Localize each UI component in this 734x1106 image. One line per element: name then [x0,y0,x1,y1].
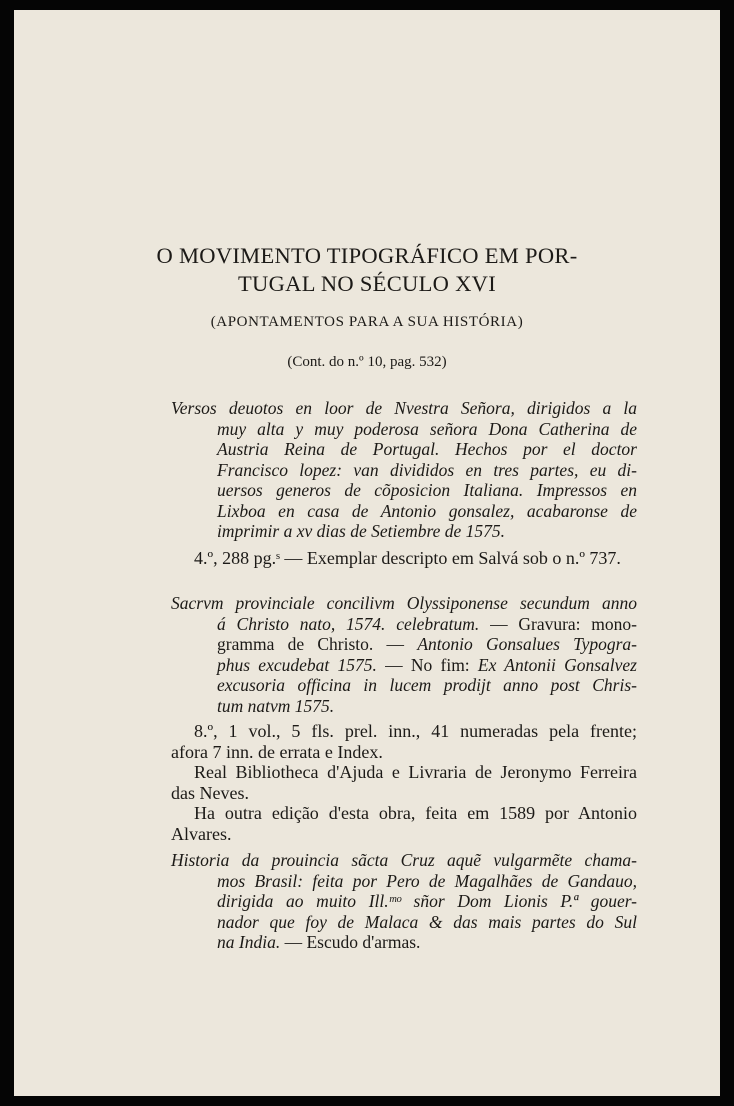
entry-text: — Escudo d'armas. [280,932,421,952]
entry-line [171,634,637,655]
entry-line: dirigida ao muito Ill.ᵐᵒ sñor Dom Lionis P.ª gouer- [217,891,637,911]
title-line-2: TUGAL NO SÉCULO XVI [238,271,496,296]
entry-versos-deuotos [171,398,637,542]
entry-text: á Christo nato, 1574. celebratum. [217,613,480,634]
entry-line: 8.º, 1 vol., 5 fls. prel. inn., 41 numeradas pela frente; [194,721,637,741]
entry-text: phus excudebat 1575. [217,654,377,675]
entry-text: Antonio Gonsalues Typogra- [417,634,637,654]
entry-line: muy alta y muy poderosa señora Dona Catherina de [217,418,637,439]
entry-line: 4.º, 288 pg.ˢ — Exemplar descripto em Salvá sob o n.º 737. [194,548,621,568]
entry-text: — Gravura: mono- [479,613,637,634]
entry-description [171,721,637,844]
entry-line: Real Bibliotheca d'Ajuda e Livraria de Jeronymo Ferreira [194,762,637,782]
entry-line: Versos deuotos en loor de Nvestra Señora, dirigidos a la [171,398,637,418]
entry-historia-prouincia [171,850,637,953]
title-line-1: O MOVIMENTO TIPOGRÁFICO EM POR- [156,243,578,268]
entry-line: Austria Reina de Portugal. Hechos por el doctor [217,439,637,459]
book-page [14,10,720,1096]
entry-line: afora 7 inn. de errata e Index. [171,741,383,762]
entry-line: Historia da prouincia sãcta Cruz aquẽ vulgarmẽte chama- [171,850,637,870]
entry-line: mos Brasil: feita por Pero de Magalhães de Gandauo, [217,870,637,891]
entry-line: nador que foy de Malaca & das mais partes do Sul [217,911,637,932]
entry-line: excusoria officina in lucem prodijt anno post Chris- [217,675,637,695]
entry-text: — No fim: [376,654,478,675]
subtitle: (APONTAMENTOS PARA A SUA HISTÓRIA) [210,314,524,330]
entry-line: Alvares. [171,823,232,844]
entry-line [171,932,637,953]
entry-line: uersos generos de cõposicion Italiana. Impressos en [217,480,637,500]
entry-line: imprimir a xv dias de Setiembre de 1575. [217,521,506,541]
entry-line: Sacrvm provinciale concilivm Olyssiponense secundum anno [171,593,637,613]
entry-line [171,655,637,676]
entry-line: Lixboa en casa de Antonio gonsalez, acabaronse de [217,500,637,521]
entry-line [171,614,637,635]
entry-sacrvm-concilivm [171,593,637,716]
entry-line: Ha outra edição d'esta obra, feita em 1589 por Antonio [194,803,637,823]
entry-line: Francisco lopez: van divididos en tres partes, eu di- [217,459,637,480]
entry-line: das Neves. [171,782,249,803]
entry-line: tum natvm 1575. [217,695,335,716]
page-title [14,242,720,298]
entry-text: Ex Antonii Gonsalvez [477,654,637,675]
continuation-note: (Cont. do n.º 10, pag. 532) [287,354,447,370]
entry-text: gramma de Christo. — [217,634,418,654]
entry-description [171,548,637,569]
entry-text: na India. [217,932,281,952]
